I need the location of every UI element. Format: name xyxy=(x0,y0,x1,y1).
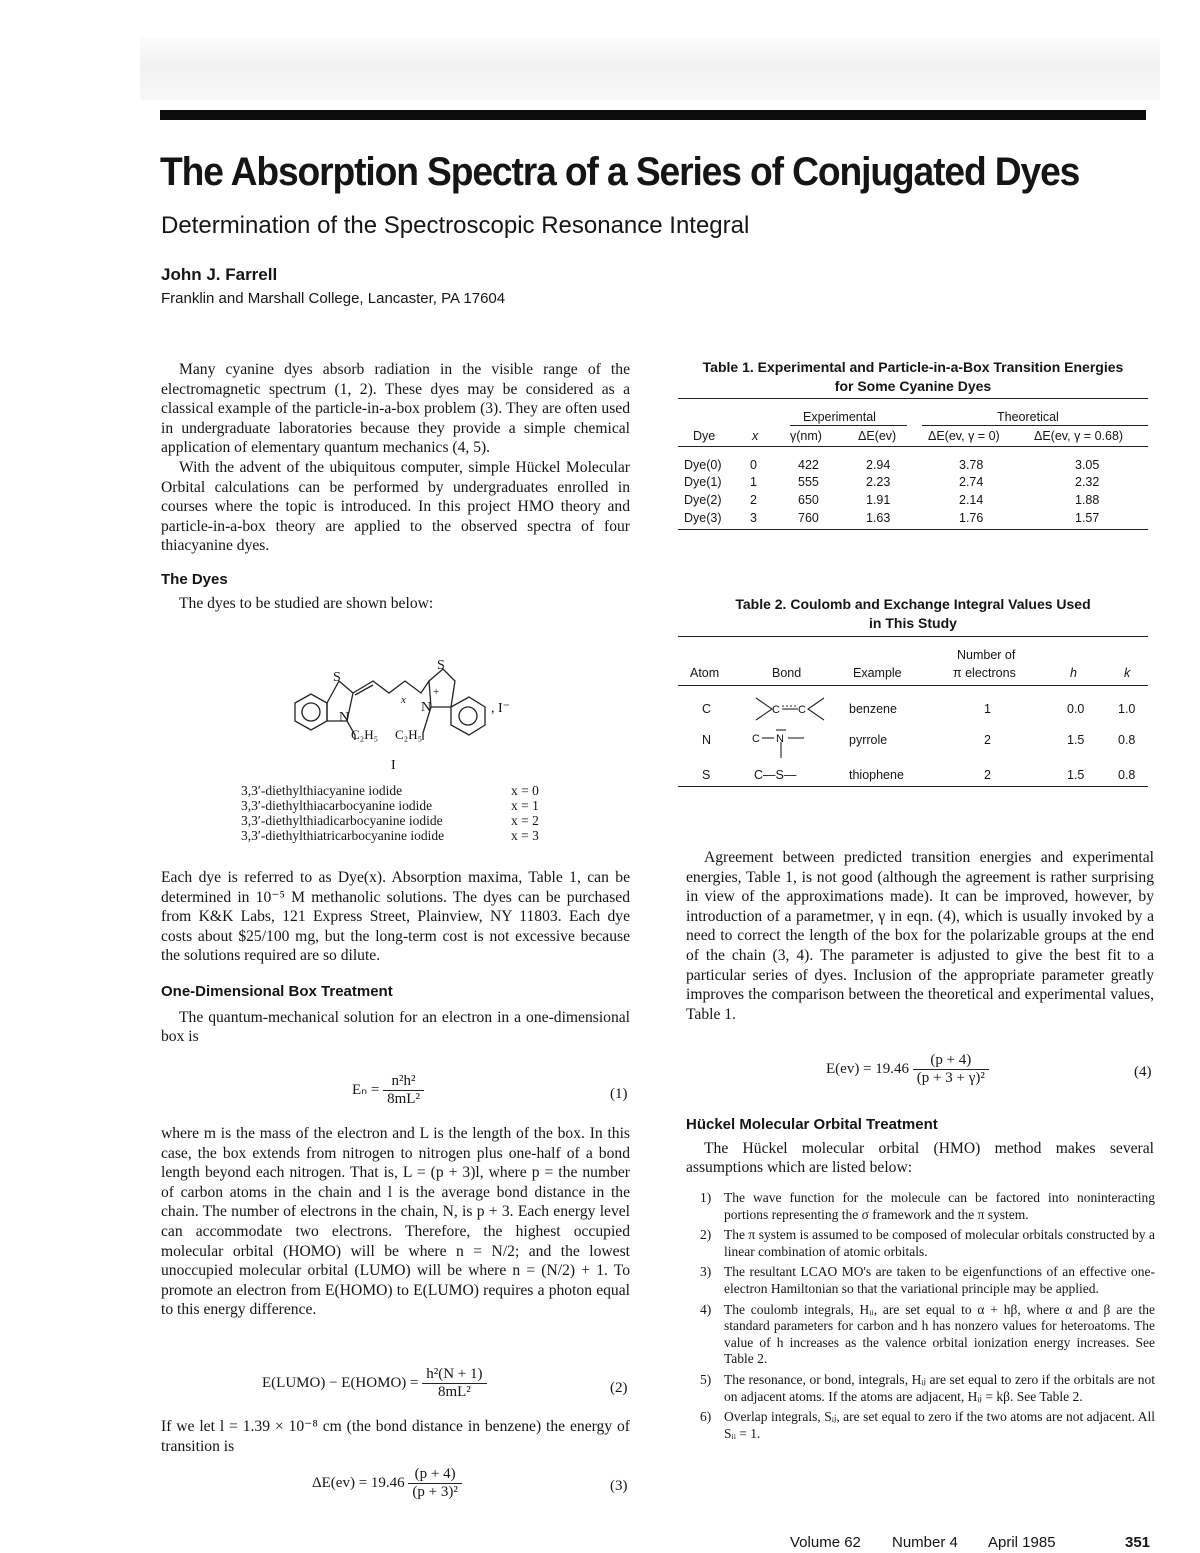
box-paragraph-2: where m is the mass of the electron and L is the length of the box. In this case, the box extends from nitrogen to nitrogen plus one-half of a bond length beyond each nitrogen. That is, L = (p + 3)l, where p = the number of carbon atoms in the chain and l is the average bond distance in the chain. The number of electrons in the chain, N, is p + 3. Each energy level can accommodate two electrons. Therefore, the highest occupied molecular orbital (HOMO) will be where n = N/2; and the lowest unoccupied molecular orbital (LUMO) will be where n = (N/2) + 1. To promote an electron from E(HOMO) to E(LUMO) requires a photon equal to this energy difference. xyxy=(161,1125,630,1319)
table1-group-theoretical: Theoretical xyxy=(997,410,1059,424)
dyes-heading: The Dyes xyxy=(161,570,228,588)
footer-date: April 1985 xyxy=(988,1534,1056,1551)
table1-cell: 3.05 xyxy=(1075,458,1100,472)
table1-cell: Dye(2) xyxy=(684,493,722,507)
svg-text:C: C xyxy=(752,733,760,745)
cation-plus-label: + xyxy=(433,686,440,698)
table2-cell-example: thiophene xyxy=(849,768,904,782)
table2-header-example: Example xyxy=(853,666,902,680)
table1-cell: 1.88 xyxy=(1075,493,1100,507)
table2-cell-atom: C xyxy=(702,702,712,716)
table1-cell: Dye(3) xyxy=(684,511,722,525)
ethyl-label-right: C₂H₅ xyxy=(395,727,423,742)
table2-cell-k: 1.0 xyxy=(1118,702,1136,716)
chain-x-label: x xyxy=(401,694,406,706)
intro-paragraph-2: With the advent of the ubiquitous computer, simple Hückel Molecular Orbital calculations can be performed by undergraduates enrolled in courses where the topic is introduced. In this project HMO theory and particle-in-a-box theory are applied to the observed spectra of four thiacyanine dyes. xyxy=(161,458,630,555)
list-item: 6) Overlap integrals, Sᵢⱼ, are set equal to zero if the two atoms are not adjacent. All Sᵢᵢ = 1. xyxy=(700,1409,1155,1441)
table2-cell-h: 0.0 xyxy=(1067,702,1085,716)
table2-cell-h: 1.5 xyxy=(1067,733,1085,747)
table1-header-gamma: γ(nm) xyxy=(790,429,822,443)
equation-2-number: (2) xyxy=(610,1380,628,1396)
polymethine-chain xyxy=(353,681,429,693)
table1-header-de-gamma068: ΔE(ev, γ = 0.68) xyxy=(1034,429,1124,443)
scan-shadow xyxy=(140,38,1160,100)
dye-structure-diagram xyxy=(255,655,545,775)
equation-2: E(LUMO) − E(HOMO) = $\frac{\text{h²(N + 1)}}{\text{8mL²}}$ xyxy=(262,1366,487,1401)
table1-cell: 1.63 xyxy=(866,511,891,525)
table2-cell-atom: N xyxy=(702,733,712,747)
table2-header-pi-electrons: π electrons xyxy=(953,666,1016,680)
list-item: 3) The resultant LCAO MO's are taken to be eigenfunctions of an effective one-electron Hamiltonian so that the variational principle may be applied. xyxy=(700,1264,1155,1296)
box-section xyxy=(161,868,630,1047)
ethyl-label-left: C₂H₅ xyxy=(351,727,379,742)
table1-cell: 1 xyxy=(750,475,757,489)
agreement-section xyxy=(686,848,1154,1024)
table1-header-de: ΔE(ev) xyxy=(858,429,897,443)
list-item: 4) The coulomb integrals, Hᵢᵢ, are set equal to α + hβ, where α and β are the standard parameters for carbon and h has nonzero values for heteroatoms. The value of h increases as the valence orbital ionization energy increases. See Table 2. xyxy=(700,1301,1155,1367)
equation-1-number: (1) xyxy=(610,1086,628,1102)
huckel-paragraph: The Hückel molecular orbital (HMO) method makes several assumptions which are listed below: xyxy=(686,1139,1154,1177)
assumption-list xyxy=(700,1190,1155,1446)
iodide-label: , I⁻ xyxy=(491,701,511,716)
nitrogen-label-right: N xyxy=(421,700,432,715)
nitrogen-label-left: N xyxy=(339,710,350,725)
equation-4: E(ev) = 19.46 $\frac{(p + 4)}{\text{(p + 3 + γ)²}}$ xyxy=(826,1052,989,1087)
table2-bond-cc-diagram xyxy=(752,692,828,726)
footer-number: Number 4 xyxy=(892,1534,958,1551)
equation-3-number: (3) xyxy=(610,1478,628,1494)
table1-group-rule-theo xyxy=(922,425,1148,426)
table1-header-rule xyxy=(678,446,1148,447)
article-title: The Absorption Spectra of a Series of Conjugated Dyes xyxy=(160,150,1080,194)
table1-header-de-gamma0: ΔE(ev, γ = 0) xyxy=(928,429,1000,443)
box-paragraph-1: The quantum-mechanical solution for an electron in a one-dimensional box is xyxy=(161,1008,630,1046)
svg-text:N: N xyxy=(776,733,784,745)
table2-cell-atom: S xyxy=(702,768,711,782)
dyes-paragraph: The dyes to be studied are shown below: xyxy=(179,594,434,612)
box-paragraph-3-block xyxy=(161,1417,630,1456)
table1-cell: 3 xyxy=(750,511,757,525)
box-paragraph-2-block xyxy=(161,1124,630,1320)
list-item: 2) The π system is assumed to be composed of molecular orbitals constructed by a linear combination of atomic orbitals. xyxy=(700,1227,1155,1259)
table2 xyxy=(678,636,1148,788)
table1-cell: 2.74 xyxy=(959,475,984,489)
table1-cell: 650 xyxy=(798,493,819,507)
table2-bottom-rule xyxy=(678,786,1148,787)
box-heading: One-Dimensional Box Treatment xyxy=(161,982,393,1000)
intro-section xyxy=(161,360,630,613)
table1-cell: 0 xyxy=(750,458,757,472)
dye-name-row: 3,3′-diethylthiacyanine iodide x = 0 xyxy=(241,783,539,798)
table1-cell: 2.94 xyxy=(866,458,891,472)
table1 xyxy=(678,398,1148,533)
author-name: John J. Farrell xyxy=(161,265,278,284)
box-paragraph-3: If we let l = 1.39 × 10⁻⁸ cm (the bond distance in benzene) the energy of transition is xyxy=(161,1418,630,1455)
intro-paragraph-1: Many cyanine dyes absorb radiation in the visible range of the electromagnetic spectrum (1, 2). These dyes may be considered as a classical example of the particle-in-a-box problem (3). They are often used in undergraduate laboratories because they provide a simple chemical application of elementary quantum mechanics (4, 5). xyxy=(161,361,630,457)
table1-header-dye: Dye xyxy=(693,429,716,443)
table1-cell: 555 xyxy=(798,475,819,489)
table1-cell: Dye(0) xyxy=(684,458,722,472)
table2-cell-bond: C—S— xyxy=(754,768,797,782)
table1-cell: 2 xyxy=(750,493,757,507)
table2-header-bond: Bond xyxy=(772,666,802,680)
dye-name-row: 3,3′-diethylthiatricarbocyanine iodide x = 3 xyxy=(241,828,539,843)
table1-cell: 422 xyxy=(798,458,819,472)
equation-1: Eₙ = $\frac{\text{n²h²}}{\text{8mL²}}$ xyxy=(352,1073,424,1108)
svg-text:C: C xyxy=(772,704,780,716)
aromatic-circle-right xyxy=(459,707,477,725)
table2-cell-h: 1.5 xyxy=(1067,768,1085,782)
table2-cell-example: benzene xyxy=(849,702,897,716)
benzene-ring-right xyxy=(451,697,485,735)
table1-header-x: x xyxy=(752,429,759,443)
footer-volume: Volume 62 xyxy=(790,1534,861,1551)
footer-page-number: 351 xyxy=(1125,1534,1151,1551)
benzene-ring-left xyxy=(295,694,327,730)
table2-header-k: k xyxy=(1124,666,1131,680)
table1-top-rule xyxy=(678,398,1148,399)
table2-header-h: h xyxy=(1070,666,1077,680)
table1-cell: 2.23 xyxy=(866,475,891,489)
table1-bottom-rule xyxy=(678,529,1148,530)
table2-cell-electrons: 2 xyxy=(984,733,991,747)
dye-name-row: 3,3′-diethylthiadicarbocyanine iodide x = 2 xyxy=(241,813,539,828)
table1-cell: 2.14 xyxy=(959,493,984,507)
author-affiliation: Franklin and Marshall College, Lancaster, PA 17604 xyxy=(161,290,506,307)
table1-caption: Table 1. Experimental and Particle-in-a-Box Transition Energies for Some Cyanine Dyes xyxy=(702,359,1124,394)
table2-header-rule xyxy=(678,685,1148,686)
table2-top-rule xyxy=(678,636,1148,637)
list-item: 5) The resonance, or bond, integrals, Hᵢⱼ are set equal to zero if the orbitals are not on adjacent atoms. If the atoms are adjacent, Hᵢⱼ = kβ. See Table 2. xyxy=(700,1371,1155,1404)
table1-cell: 2.32 xyxy=(1075,475,1100,489)
table1-cell: 760 xyxy=(798,511,819,525)
aromatic-circle-left xyxy=(302,703,320,721)
equation-4-number: (4) xyxy=(1134,1064,1152,1080)
table2-header-atom: Atom xyxy=(690,666,720,680)
dye-name-row: 3,3′-diethylthiacarbocyanine iodide x = 1 xyxy=(241,798,539,813)
header-rule xyxy=(160,110,1146,120)
table1-cell: 1.57 xyxy=(1075,511,1100,525)
dye-paragraph: Each dye is referred to as Dye(x). Absorption maxima, Table 1, can be determined in 10⁻⁵ M methanolic solutions. The dyes can be purchased from K&K Labs, 121 Express Street, Plainview, NY 11803. Each dye costs about $25/100 mg, but the long-term cost is not excessive because the solutions required are so dilute. xyxy=(161,869,630,965)
table1-group-experimental: Experimental xyxy=(803,410,876,424)
table2-caption: Table 2. Coulomb and Exchange Integral Values Used in This Study xyxy=(735,596,1091,631)
table2-cell-electrons: 1 xyxy=(984,702,991,716)
agreement-paragraph: Agreement between predicted transition energies and experimental energies, Table 1, is not good (although the agreement is rather surprising in view of the approximations made). It can be improved, however, by introduction of a parametmer, γ in eqn. (4), which is usually invoked by a need to correct the length of the box for the polarizable groups at the end of the chain (3, 4). The parameter is adjusted to give the best fit to a particular series of dyes. Inclusion of the appropriate parameter greatly improves the comparison between the theoretical and experimental values, Table 1. xyxy=(686,849,1154,1023)
table2-header-number-of: Number of xyxy=(957,648,1016,662)
table2-cell-k: 0.8 xyxy=(1118,733,1136,747)
article-subtitle: Determination of the Spectroscopic Resonance Integral xyxy=(161,212,750,239)
svg-text:C: C xyxy=(798,704,806,716)
sulfur-label-right: S xyxy=(437,658,445,673)
table2-bond-cn-diagram xyxy=(748,728,818,762)
table2-cell-electrons: 2 xyxy=(984,768,991,782)
table1-cell: 1.91 xyxy=(866,493,891,507)
list-item: 1) The wave function for the molecule can be factored into noninteracting portions representing the σ framework and the π system. xyxy=(700,1190,1155,1222)
table2-cell-k: 0.8 xyxy=(1118,768,1136,782)
structure-roman-label: I xyxy=(391,758,396,773)
table2-cell-example: pyrrole xyxy=(849,733,888,747)
table1-group-rule-exp xyxy=(790,425,907,426)
huckel-heading: Hückel Molecular Orbital Treatment xyxy=(686,1116,938,1133)
table1-cell: Dye(1) xyxy=(684,475,722,489)
table1-cell: 3.78 xyxy=(959,458,984,472)
equation-3: ΔE(ev) = 19.46 $\frac{(p + 4)}{\text{(p + 3)²}}$ xyxy=(312,1466,462,1501)
table1-cell: 1.76 xyxy=(959,511,984,525)
huckel-section xyxy=(686,1115,1154,1178)
sulfur-label-left: S xyxy=(333,670,341,685)
dye-name-list xyxy=(241,783,539,843)
